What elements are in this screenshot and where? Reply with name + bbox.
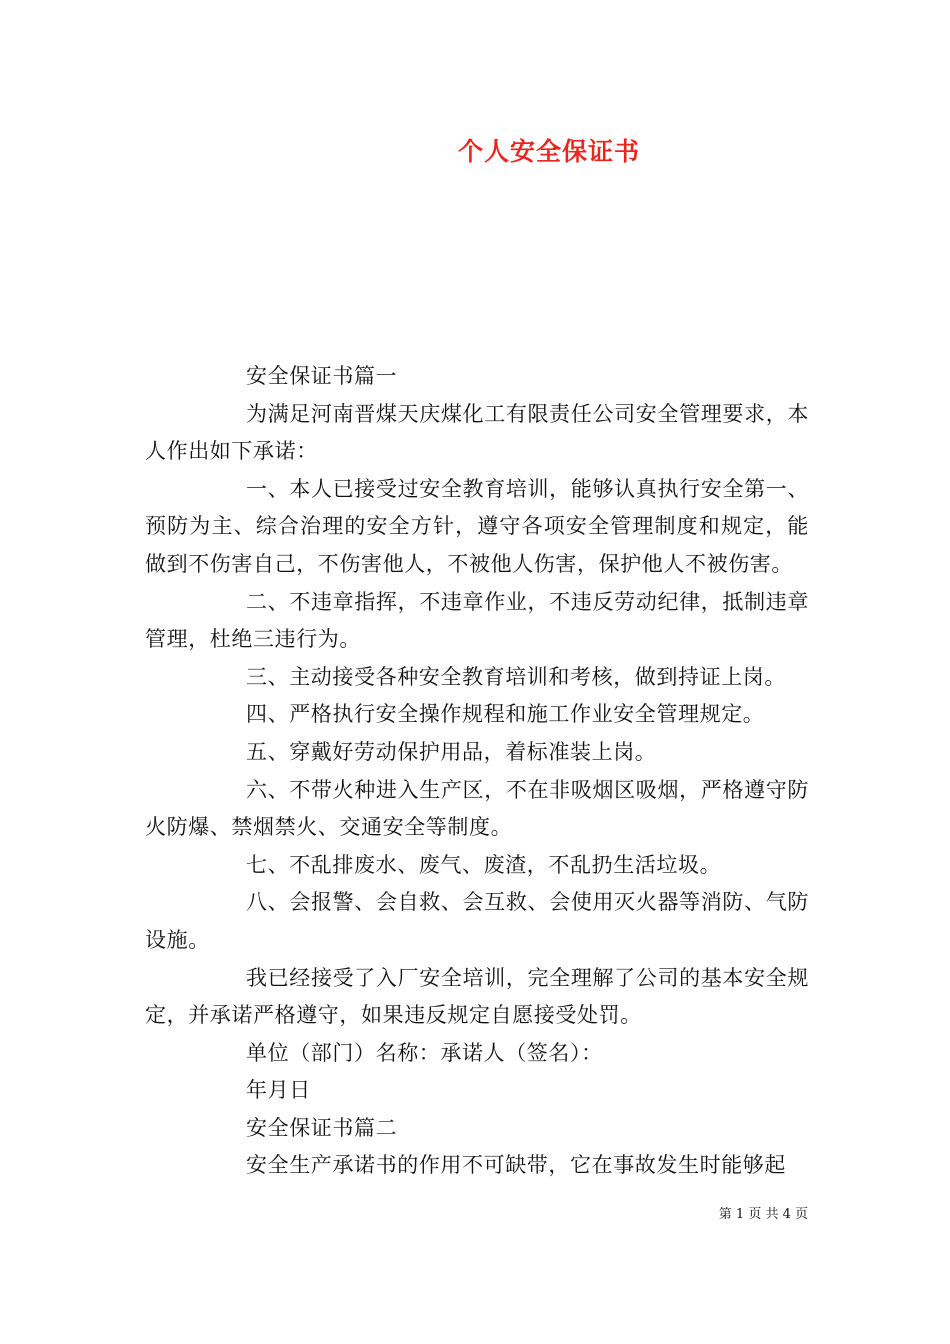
paragraph-section-heading-2: 安全保证书篇二 bbox=[246, 1115, 398, 1140]
paragraph-item-2: 二、不违章指挥，不违章作业，不违反劳动纪律，抵制违章管理，杜绝三违行为。 bbox=[145, 589, 809, 652]
paragraph-item-4: 四、严格执行安全操作规程和施工作业安全管理规定。 bbox=[246, 702, 765, 727]
paragraph-intro: 为满足河南晋煤天庆煤化工有限责任公司安全管理要求，本人作出如下承诺： bbox=[145, 401, 809, 464]
page-number-footer: 第 1 页 共 4 页 bbox=[718, 1207, 808, 1222]
paragraph-item-1: 一、本人已接受过安全教育培训，能够认真执行安全第一、预防为主、综合治理的安全方针，遵守各项安全管理制度和规定，能做到不伤害自己，不伤害他人，不被他人伤害，保护他人不被伤害。 bbox=[145, 476, 809, 576]
document-title: 个人安全保证书 bbox=[457, 137, 640, 166]
paragraph-item-5: 五、穿戴好劳动保护用品，着标准装上岗。 bbox=[246, 739, 657, 764]
paragraph-section-heading-1: 安全保证书篇一 bbox=[246, 364, 398, 388]
paragraph-item-8: 八、会报警、会自救、会互救、会使用灭火器等消防、气防设施。 bbox=[145, 890, 809, 952]
paragraph-pledge: 我已经接受了入厂安全培训，完全理解了公司的基本安全规定，并承诺严格遵守，如果违反规定自愿接受处罚。 bbox=[145, 965, 809, 1028]
document-body bbox=[145, 358, 809, 1185]
paragraph-item-7: 七、不乱排废水、废气、废渣，不乱扔生活垃圾。 bbox=[246, 852, 722, 877]
paragraph-section-2-start: 安全生产承诺书的作用不可缺带，它在事故发生时能够起 bbox=[246, 1153, 786, 1178]
paragraph-date-line: 年月日 bbox=[246, 1078, 311, 1103]
paragraph-item-3: 三、主动接受各种安全教育培训和考核，做到持证上岗。 bbox=[246, 664, 786, 689]
paragraph-signature-line: 单位（部门）名称：承诺人（签名）： bbox=[246, 1040, 603, 1065]
paragraph-item-6: 六、不带火种进入生产区，不在非吸烟区吸烟，严格遵守防火防爆、禁烟禁火、交通安全等制度。 bbox=[145, 777, 809, 840]
